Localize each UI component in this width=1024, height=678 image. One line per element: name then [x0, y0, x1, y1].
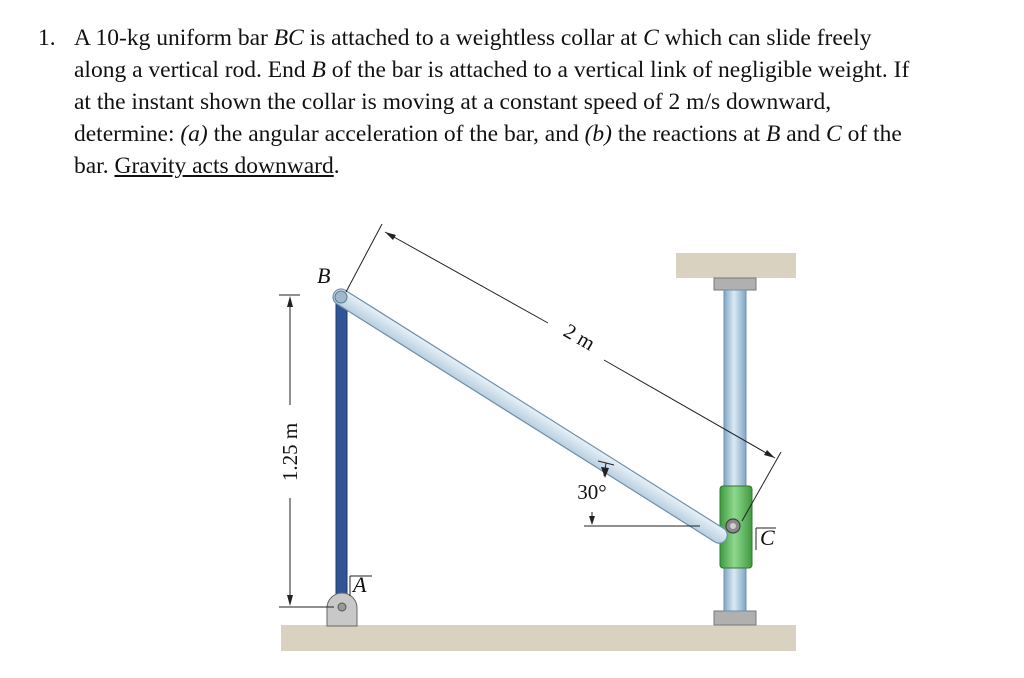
dim-label-2m: 2 m — [559, 318, 600, 356]
pin-b — [335, 291, 347, 303]
problem-text-segment: B — [766, 121, 781, 147]
problem-number: 1. — [38, 25, 56, 51]
problem-text-segment: determine: — [74, 121, 181, 147]
link-ab — [336, 296, 347, 608]
problem-text-segment: A 10-kg uniform bar — [74, 25, 274, 51]
dim-line-2m-a — [385, 232, 548, 323]
problem-text-segment: (b) — [584, 121, 612, 147]
dim-arrow-2m-right — [764, 450, 775, 458]
dim-arrow-2m-left — [385, 232, 396, 240]
problem-text-segment: (a) — [180, 121, 208, 147]
label-a: A — [353, 572, 367, 597]
problem-text-segment: BC — [273, 25, 304, 51]
lower-rod-bracket — [714, 611, 756, 625]
pin-c-hole — [730, 523, 736, 529]
problem-text-segment: B — [311, 57, 326, 83]
problem-text-segment: is attached to a weightless collar at — [303, 25, 644, 51]
problem-text-segment: along a vertical rod. End — [74, 57, 312, 83]
ceiling-support — [676, 253, 796, 278]
problem-text-segment: of the bar is attached to a vertical link of negligible weight. If — [325, 57, 910, 83]
problem-text-segment: Gravity acts downward — [114, 153, 334, 179]
problem-text-segment: bar. — [74, 153, 115, 179]
angle-label: 30° — [577, 480, 607, 504]
problem-text-segment: and — [780, 121, 827, 147]
dim-arrow-125-bottom — [287, 595, 293, 606]
dim-line-2m-b — [604, 360, 775, 458]
problem-text-segment: C — [643, 25, 659, 51]
problem-text-segment: of the — [841, 121, 902, 147]
pin-a — [338, 603, 346, 611]
problem-text-segment: the angular acceleration of the bar, and — [207, 121, 585, 147]
problem-text-segment: at the instant shown the collar is moving at a constant speed of 2 m/s downward, — [74, 89, 832, 115]
bar-bc — [330, 286, 730, 546]
problem-text-segment: the reactions at — [612, 121, 766, 147]
problem-text-segment: C — [826, 121, 842, 147]
angle-arrow-bottom — [589, 516, 595, 525]
dim-arrow-125-top — [287, 296, 293, 307]
problem-text-segment: which can slide freely — [658, 25, 872, 51]
dim-label-125m: 1.25 m — [278, 422, 302, 482]
dim-ext-b — [346, 224, 382, 292]
upper-rod-bracket — [714, 278, 756, 290]
label-b: B — [317, 263, 331, 288]
problem-text-segment: . — [333, 153, 340, 179]
label-c: C — [760, 525, 775, 550]
ground — [281, 625, 796, 651]
